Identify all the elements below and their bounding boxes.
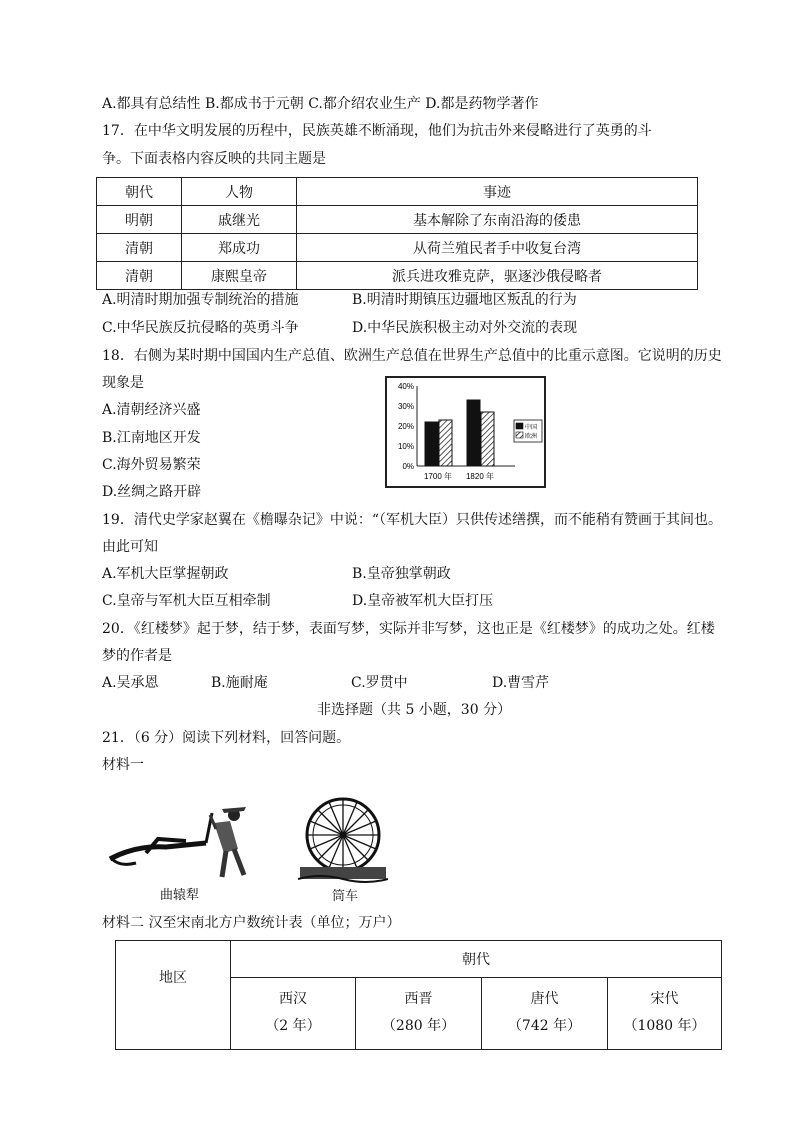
bar-欧洲-1 [481,412,494,466]
section-heading: 非选择题（共 5 小题，30 分） [317,702,512,718]
dynasty-year: （280 年） [381,1018,456,1035]
y-tick-label: 10% [397,442,414,451]
q19-option-a[interactable]: A.军机大臣掌握朝政 [102,566,229,582]
q17-stem-line2: 争。下面表格内容反映的共同主题是 [102,151,326,167]
table-cell: 从荷兰殖民者手中收复台湾 [297,234,698,262]
q21-stem: 21．（6 分）阅读下列材料，回答问题。 [102,730,351,746]
table-cell: 戚继光 [182,206,297,234]
table-cell: 清朝 [97,234,182,262]
dynasty-name: 西晋 [404,991,433,1008]
q21-household-table [115,940,722,1050]
table-row [97,262,698,290]
q20-option-d[interactable]: D.曹雪芹 [492,675,550,691]
legend-swatch [516,423,523,429]
table-row [97,206,698,234]
q19-stem-line1: 19．清代史学家赵翼在《檐曝杂记》中说：“（军机大臣）只供传述缮撰，而不能稍有赞画于其间也。 [102,512,722,528]
q20-option-b[interactable]: B.施耐庵 [211,675,268,691]
q20-stem-line2: 梦的作者是 [102,648,172,664]
q17-option-b[interactable]: B.明清时期镇压边疆地区叛乱的行为 [352,292,577,308]
q18-gdp-chart [385,376,546,488]
plow-illustration-icon [106,793,256,883]
water-wheel-icon [298,793,388,883]
bar-欧洲-0 [439,420,452,466]
q17-option-c[interactable]: C.中华民族反抗侵略的英勇斗争 [102,320,299,336]
table-cell: 郑成功 [182,234,297,262]
y-tick-label: 0% [402,462,414,471]
dynasty-year: （1080 年） [623,1018,706,1035]
dynasty-column-xijin [356,977,482,1049]
plow-figure [106,793,256,883]
q19-option-d[interactable]: D.皇帝被军机大臣打压 [352,593,494,609]
header-cell: 人物 [182,178,297,206]
table-cell: 派兵进攻雅克萨，驱逐沙俄侵略者 [297,262,698,290]
table-row [97,234,698,262]
q17-table [96,177,698,290]
dynasty-year: （742 年） [507,1018,582,1035]
q17-stem-line1: 17．在中华文明发展的历程中，民族英雄不断涌现，他们为抗击外来侵略进行了英勇的斗 [102,123,652,139]
q20-option-a[interactable]: A.吴承恩 [102,675,159,691]
q19-option-c[interactable]: C.皇帝与军机大臣互相牵制 [102,593,271,609]
header-cell: 事迹 [297,178,698,206]
q18-option-d[interactable]: D.丝绸之路开辟 [102,484,202,500]
q17-option-a[interactable]: A.明清时期加强专制统治的措施 [102,292,299,308]
bar-中国-0 [425,422,438,466]
q18-stem-line1: 18．右侧为某时期中国国内生产总值、欧洲生产总值在世界生产总值中的比重示意图。它说明的历史 [102,348,722,364]
legend-label: 中国 [525,424,538,431]
x-tick-label: 1700 年 [423,472,453,481]
table-header-row [116,941,722,978]
q16-options: A.都具有总结性 B.都成书于元朝 C.都介绍农业生产 D.都是药物学著作 [102,96,539,112]
legend-label: 欧洲 [525,433,538,440]
header-cell: 朝代 [97,178,182,206]
material1-label: 材料一 [102,757,144,773]
q19-stem-line2: 由此可知 [102,539,158,555]
table-cell: 清朝 [97,262,182,290]
q18-option-c[interactable]: C.海外贸易繁荣 [102,457,201,473]
q18-stem-line2: 现象是 [102,375,144,391]
dynasty-year: （2 年） [265,1018,321,1035]
dynasty-column-tang [482,977,608,1049]
q20-stem-line1: 20．《红楼梦》起于梦，结于梦，表面写梦，实际并非写梦，这也正是《红楼梦》的成功之处。红楼 [102,621,715,637]
water-wheel-figure [298,793,388,883]
table-cell: 康熙皇帝 [182,262,297,290]
fig2-caption: 筒车 [332,889,359,904]
dynasty-header: 朝代 [231,941,722,978]
legend-swatch [516,432,523,438]
y-tick-label: 40% [397,382,414,391]
q18-option-a[interactable]: A.清朝经济兴盛 [102,402,201,418]
y-tick-label: 30% [397,402,414,411]
table-header-row [97,178,698,206]
x-tick-label: 1820 年 [465,472,495,481]
dynasty-name: 西汉 [279,991,307,1008]
gdp-bar-chart [387,378,544,486]
fig1-caption: 曲辕犁 [160,888,200,903]
q18-option-b[interactable]: B.江南地区开发 [102,430,201,446]
dynasty-column-song [608,977,722,1049]
dynasty-name: 唐代 [530,991,559,1008]
q20-option-c[interactable]: C.罗贯中 [351,675,408,691]
material2-label: 材料二 汉至宋南北方户数统计表（单位；万户） [102,915,401,931]
dynasty-column-xihan [231,977,356,1049]
region-header: 地区 [116,941,231,1050]
table-cell: 基本解除了东南沿海的倭患 [297,206,698,234]
bar-中国-1 [467,400,480,466]
y-tick-label: 20% [397,422,414,431]
dynasty-name: 宋代 [650,991,679,1008]
q19-option-b[interactable]: B.皇帝独掌朝政 [352,566,451,582]
table-cell: 明朝 [97,206,182,234]
q17-option-d[interactable]: D.中华民族积极主动对外交流的表现 [352,320,578,336]
